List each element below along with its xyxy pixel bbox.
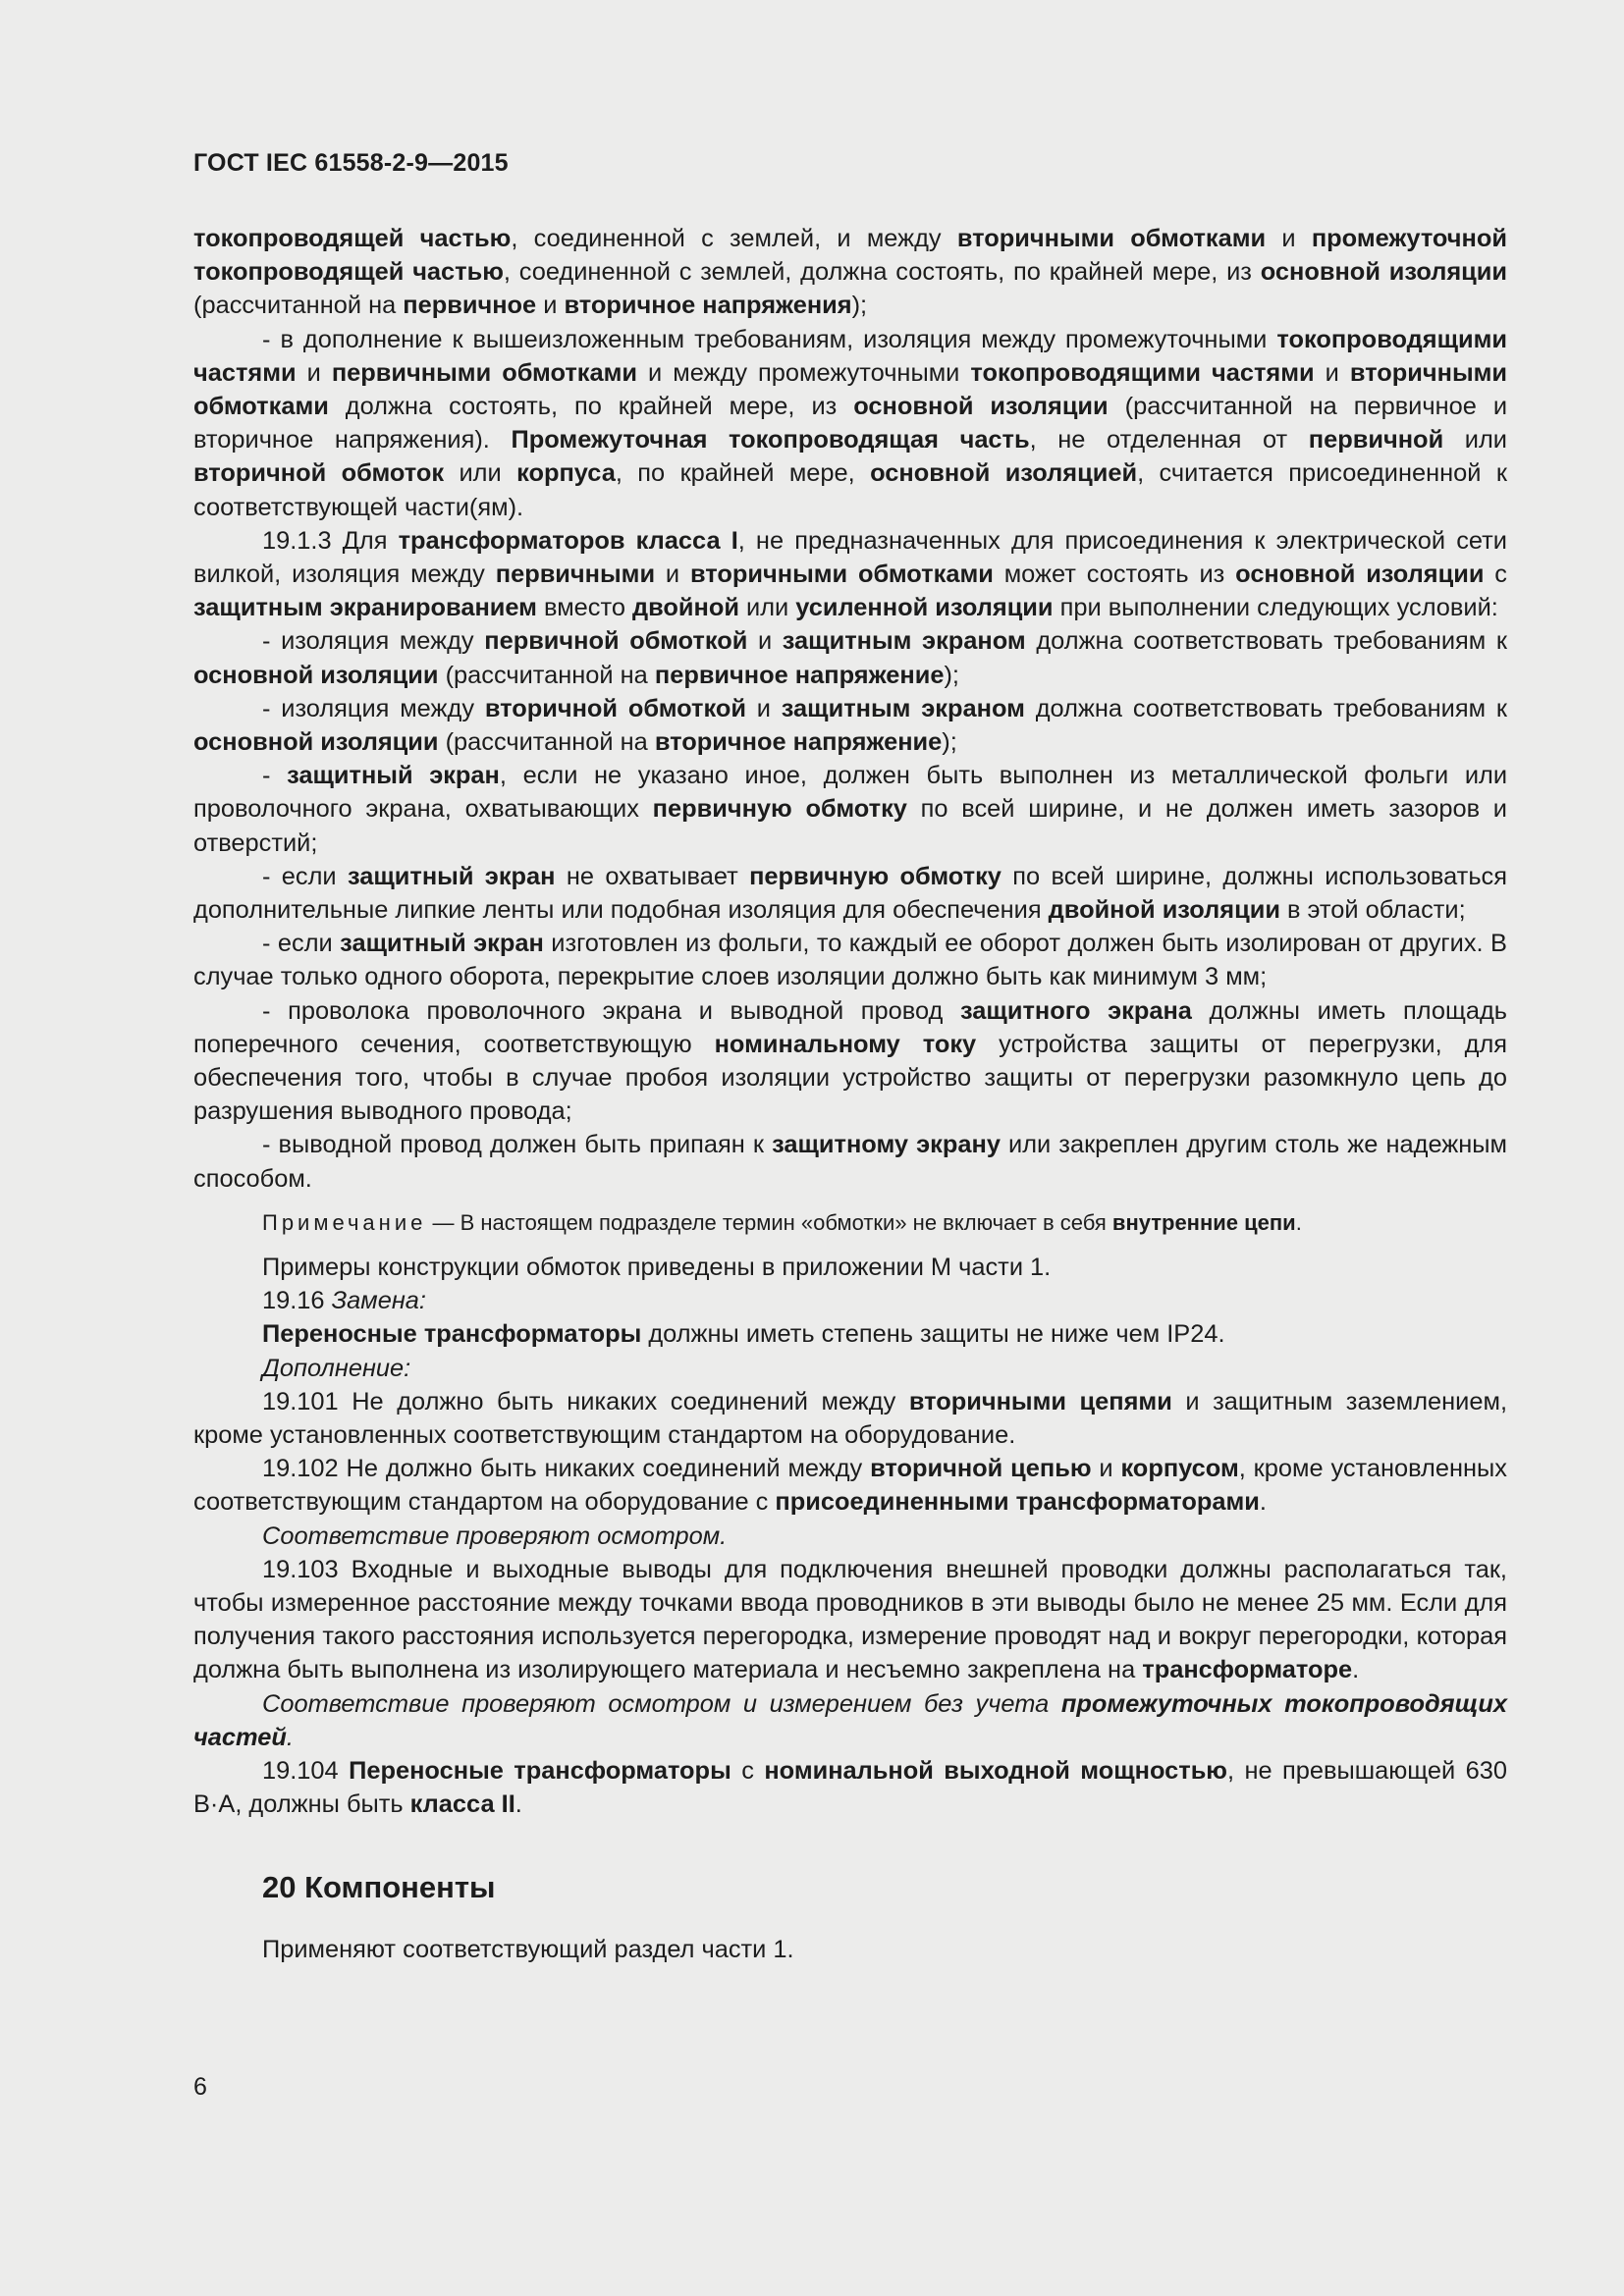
text-run: Соответствие проверяют осмотром и измерением без учета (262, 1689, 1061, 1718)
bold-term: вторичное напряжения (564, 292, 852, 320)
paragraph (193, 1385, 1507, 1452)
bold-term: защитным экранированием (193, 594, 537, 622)
text-run: . (1295, 1209, 1302, 1235)
bold-term: вторичное напряжение (654, 728, 943, 757)
text-run: и (1091, 1455, 1121, 1483)
text-run: - изоляция между (262, 694, 485, 722)
paragraph (193, 624, 1507, 691)
text-run: , не отделенная от (1029, 426, 1309, 454)
bold-term: первичное напряжение (654, 661, 945, 689)
bold-term: первичными (495, 561, 656, 589)
paragraph (193, 1520, 1507, 1553)
text-run: (рассчитанной на первичное и вторичное напряжения). (193, 393, 1507, 454)
bold-term: вторичной цепью (870, 1455, 1092, 1483)
paragraph (193, 860, 1507, 927)
bold-term: основной изоляции (193, 728, 439, 757)
text-run: устройства защиты от перегрузки, для обеспечения того, чтобы в случае пробоя изоляции устройство защиты от перегрузки разомкнуло цепь до разрушения выводного провода; (193, 1030, 1508, 1126)
text-run: Примечание (262, 1209, 427, 1235)
bold-term: защитный экран (287, 762, 500, 790)
text-run: . (514, 1790, 522, 1819)
bold-term: первичными обмотками (331, 358, 638, 387)
text-run: 20 Компоненты (262, 1870, 496, 1905)
text-run: 19.101 Не должно быть никаких соединений между (262, 1387, 909, 1415)
paragraph (193, 1251, 1507, 1284)
text-run: - проволока проволочного экрана и выводной провод (262, 996, 960, 1025)
paragraph (193, 1933, 1507, 1966)
bold-term: трансформаторе (1142, 1656, 1353, 1684)
bold-term: первичной обмоткой (484, 627, 748, 656)
bold-term: первичную обмотку (749, 862, 1001, 890)
bold-term: защитным экраном (781, 694, 1025, 722)
text-run: по всей ширине, и не должен иметь зазоров и отверстий; (193, 795, 1507, 857)
text-run: должна соответствовать требованиям к (1024, 694, 1507, 722)
bold-term: корпусом (1120, 1455, 1239, 1483)
text-run: ); (944, 661, 959, 689)
text-run: (рассчитанной на (193, 292, 404, 320)
bold-term: усиленной изоляции (795, 594, 1054, 622)
bold-term: Переносные трансформаторы (349, 1756, 731, 1785)
text-run: 19.104 (262, 1756, 350, 1785)
text-run: - изоляция между (262, 627, 485, 656)
paragraph (193, 994, 1507, 1129)
bold-term: защитным экраном (782, 627, 1026, 656)
text-run: - (262, 762, 288, 790)
text-run: и (536, 292, 565, 320)
text-run: в этой области; (1279, 896, 1466, 925)
text-run: - выводной провод должен быть припаян к (262, 1131, 773, 1159)
text-run: , если не указано иное, должен быть выполнен из металлической фольги или проволочного экрана, охватывающих (193, 762, 1507, 824)
bold-term: двойной (632, 594, 739, 622)
bold-term: вторичной обмоткой (484, 694, 746, 722)
text-run: не охватывает (555, 862, 750, 890)
bold-term: вторичной обмоток (193, 459, 445, 488)
text-run: (рассчитанной на (438, 728, 655, 757)
text-run: должна состоять, по крайней мере, из (328, 393, 854, 421)
text-run: вместо (536, 594, 633, 622)
text-run: или (1443, 426, 1507, 454)
text-run: . (1352, 1656, 1360, 1684)
paragraph (193, 1128, 1507, 1195)
bold-term: корпуса (516, 459, 616, 488)
text-run: и (745, 694, 782, 722)
bold-term: номинальной выходной мощностью (764, 1756, 1227, 1785)
text-run: изготовлен из фольги, то каждый ее оборот должен быть изолирован от других. В случае только одного оборота, перекрытие слоев изоляции должно быть как минимум 3 мм; (193, 930, 1507, 991)
note-paragraph (193, 1208, 1507, 1238)
bold-term: основной изоляции (1260, 258, 1507, 287)
text-run: , не превышающей 630 В·А, должны быть (193, 1756, 1507, 1819)
text-run: и (1314, 358, 1350, 387)
text-run: при выполнении следующих условий: (1053, 594, 1498, 622)
text-run: - если (262, 930, 341, 958)
text-run: и между промежуточными (637, 358, 971, 387)
text-run: 19.1.3 Для (262, 526, 399, 555)
text-run: - в дополнение к вышеизложенным требованиям, изоляция между промежуточными (262, 325, 1277, 353)
paragraph (193, 222, 1507, 323)
text-run: — В настоящем подразделе термин «обмотки» не включает в себя (426, 1209, 1112, 1235)
paragraph (193, 927, 1507, 993)
text-run: по всей ширине, должны использоваться дополнительные липкие ленты или подобная изоляция для обеспечения (193, 862, 1507, 925)
text-run: , соединенной с землей, и между (511, 225, 957, 252)
text-run: Соответствие проверяют осмотром. (262, 1522, 728, 1550)
text-run: , кроме установленных соответствующим стандартом на оборудование с (193, 1455, 1507, 1517)
bold-term: основной изоляции (853, 393, 1109, 421)
text-run: Применяют соответствующий раздел части 1. (262, 1936, 794, 1964)
bold-term: первичной (1308, 426, 1444, 454)
paragraph (193, 759, 1507, 860)
bold-term: Переносные трансформаторы (262, 1320, 642, 1349)
paragraph (193, 524, 1507, 625)
text-run: (рассчитанной на (438, 661, 655, 689)
bold-term: основной изоляции (193, 661, 439, 689)
bold-term: присоединенными трансформаторами (775, 1488, 1260, 1517)
bold-term: вторичными цепями (908, 1387, 1172, 1415)
text-run: Дополнение: (262, 1354, 411, 1382)
text-run: должны иметь площадь поперечного сечения, соответствующую (193, 996, 1507, 1058)
page-number: 6 (193, 2073, 207, 2101)
paragraph (193, 1317, 1507, 1351)
paragraph (193, 1687, 1507, 1754)
text-run: и (1266, 225, 1312, 252)
bold-term: первичное (403, 292, 537, 320)
text-run: , по крайней мере, (615, 459, 871, 488)
text-run: и (747, 627, 783, 656)
document-body (193, 222, 1507, 1967)
bold-term: промежуточных токопроводящих частей (193, 1689, 1507, 1751)
paragraph (193, 1553, 1507, 1687)
bold-term: вторичными обмотками (689, 561, 994, 589)
bold-term: класса II (409, 1790, 515, 1819)
text-run: 19.103 Входные и выходные выводы для подключения внешней проводки должны располагаться так, чтобы измеренное расстояние между точками ввода проводников в эти выводы было не менее 25 мм. Если для получения такого расстояния используется перегородка, измерение проводят над и вокруг перегородки, которая должна быть выполнена из изолирующего материала и несъемно закреплена на (193, 1555, 1507, 1684)
text-run: с (1484, 561, 1508, 589)
text-run: . (1259, 1488, 1267, 1517)
text-run: . (286, 1723, 294, 1751)
bold-term: трансформаторов класса I (398, 526, 738, 555)
bold-term: основной изоляции (1235, 561, 1485, 589)
bold-term: токопроводящими частями (193, 325, 1507, 387)
text-run: с (731, 1756, 765, 1785)
paragraph (193, 1284, 1507, 1317)
text-run: и (296, 358, 332, 387)
bold-term: Промежуточная токопроводящая часть (511, 426, 1030, 454)
text-run: 19.102 Не должно быть никаких соединений между (262, 1455, 871, 1483)
text-run: может состоять из (993, 561, 1236, 589)
text-run: должны иметь степень защиты не ниже чем IP24. (641, 1320, 1225, 1349)
bold-term: токопроводящей частью (193, 225, 512, 252)
text-run: , считается присоединенной к соответствующей части(ям). (193, 459, 1507, 521)
text-run: 19.16 (262, 1287, 332, 1315)
paragraph (193, 692, 1507, 759)
paragraph (193, 1754, 1507, 1821)
text-run: , не предназначенных для присоединения к электрической сети вилкой, изоляция между (193, 526, 1507, 589)
bold-term: вторичными обмотками (193, 358, 1508, 421)
bold-term: двойной изоляции (1048, 896, 1280, 925)
text-run: , соединенной с землей, должна состоять, по крайней мере, из (503, 258, 1261, 287)
text-run: и (655, 561, 690, 589)
text-run: ); (942, 728, 957, 757)
text-run: Замена: (331, 1287, 426, 1315)
text-run: или (444, 459, 517, 488)
bold-term: защитный экран (340, 930, 544, 958)
text-run: должна соответствовать требованиям к (1025, 627, 1507, 656)
text-run: ); (851, 292, 868, 320)
paragraph (193, 1452, 1507, 1519)
text-run: - если (262, 862, 348, 890)
text-run: Примеры конструкции обмоток приведены в приложении М части 1. (262, 1253, 1052, 1281)
bold-term: основной изоляцией (870, 459, 1138, 488)
bold-term: вторичными обмотками (956, 225, 1267, 252)
bold-term: токопроводящими частями (970, 358, 1315, 387)
paragraph (193, 1352, 1507, 1385)
text-run: или закреплен другим столь же надежным способом. (193, 1131, 1507, 1193)
section-heading (193, 1868, 1507, 1907)
text-run: или (739, 594, 796, 622)
paragraph (193, 323, 1507, 524)
text-run: и защитным заземлением, кроме установленных соответствующим стандартом на оборудование. (193, 1387, 1507, 1449)
bold-term: номинальному току (714, 1030, 977, 1058)
bold-term: первичную обмотку (652, 795, 907, 824)
bold-term: защитному экрану (772, 1131, 1001, 1159)
bold-term: защитного экрана (960, 996, 1192, 1025)
bold-term: внутренние цепи (1111, 1209, 1296, 1235)
document-header: ГОСТ IEC 61558-2-9—2015 (193, 149, 509, 177)
bold-term: защитный экран (347, 862, 556, 890)
bold-term: промежуточной токопроводящей частью (193, 225, 1508, 287)
